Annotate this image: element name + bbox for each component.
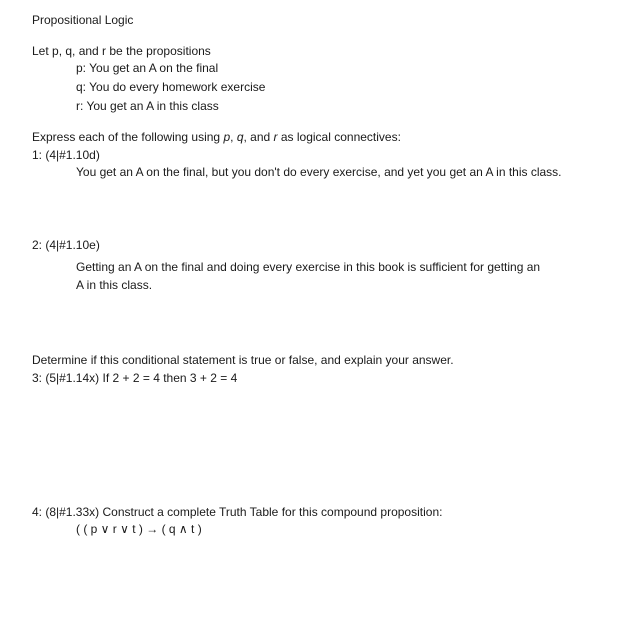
proposition-q: q: You do every homework exercise [76, 80, 266, 94]
question-4-label: 4: (8|#1.33x) Construct a complete Truth Table for this compound proposition: [32, 505, 443, 519]
proposition-r: r: You get an A in this class [76, 99, 219, 113]
proposition-p: p: You get an A on the final [76, 61, 219, 75]
question-1-label: 1: (4|#1.10d) [32, 148, 100, 162]
page-title: Propositional Logic [32, 13, 134, 27]
question-3-label: 3: (5|#1.14x) If 2 + 2 = 4 then 3 + 2 = 4 [32, 371, 238, 385]
instructions-var-r: r [273, 130, 278, 144]
instructions [32, 130, 401, 144]
instructions-var-p: p [223, 130, 231, 144]
instructions-sep-1: , [230, 130, 237, 144]
question-2-text-line-2: A in this class. [76, 278, 153, 292]
question-3-intro: Determine if this conditional statement is true or false, and explain your answer. [32, 353, 454, 367]
propositions-intro: Let p, q, and r be the propositions [32, 44, 211, 58]
question-2-label: 2: (4|#1.10e) [32, 238, 100, 252]
instructions-suffix: as logical connectives: [277, 130, 401, 144]
question-2-text-line-1: Getting an A on the final and doing every exercise in this book is sufficient for getting an [76, 260, 541, 274]
question-4-formula: ( ( p ∨ r ∨ t ) → ( q ∧ t ) [76, 522, 202, 536]
instructions-sep-2: , and [243, 130, 274, 144]
instructions-var-q: q [236, 130, 244, 144]
instructions-prefix: Express each of the following using [32, 130, 224, 144]
question-1-text: You get an A on the final, but you don't do every exercise, and yet you get an A in this class. [76, 165, 562, 179]
